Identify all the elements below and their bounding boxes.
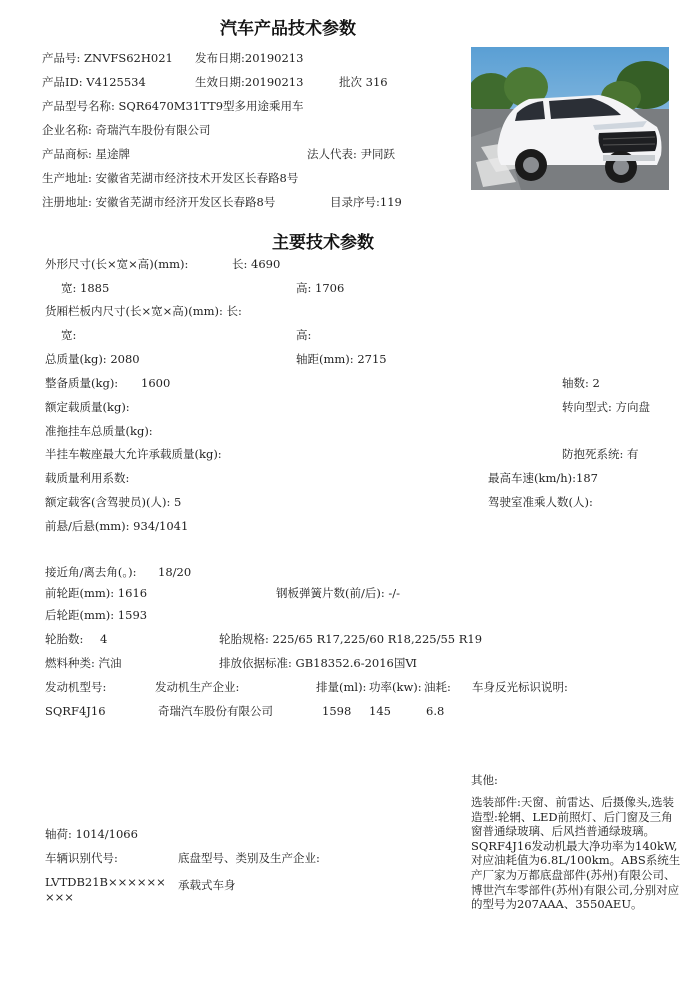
leaf-spring-count: 钢板弹簧片数(前/后): -/- xyxy=(276,586,401,600)
chassis-header: 底盘型号、类别及生产企业: xyxy=(178,851,320,865)
steering-type: 转向型式: 方向盘 xyxy=(562,400,651,414)
displacement-value: 1598 xyxy=(322,704,352,718)
tire-count-label: 轮胎数: xyxy=(45,632,84,646)
rear-track: 后轮距(mm): 1593 xyxy=(45,608,148,622)
axle-load: 轴荷: 1014/1066 xyxy=(45,827,138,841)
fuel-consumption-value: 6.8 xyxy=(426,704,445,718)
release-date: 发布日期:20190213 xyxy=(195,51,304,65)
trailer-total-mass: 准拖挂车总质量(kg): xyxy=(45,424,153,438)
vehicle-photo xyxy=(471,47,669,190)
engine-maker-value: 奇瑞汽车股份有限公司 xyxy=(158,704,273,718)
product-id: 产品ID: V4125534 xyxy=(42,75,146,89)
power-value: 145 xyxy=(369,704,391,718)
tire-spec: 轮胎规格: 225/65 R17,225/60 R18,225/55 R19 xyxy=(219,632,483,646)
vin-header: 车辆识别代号: xyxy=(45,851,118,865)
power-header: 功率(kw): xyxy=(369,680,422,694)
legal-representative: 法人代表: 尹同跃 xyxy=(307,147,396,161)
other-notes: 选装部件:天窗、前雷达、后摄像头,选装造型:轮辋、LED前照灯、后门窗及三角窗普通绿玻璃、后风挡普通绿玻璃。SQRF4J16发动机最大净功率为140kW,对应油耗值为6.8L/100km。ABS系统生产厂家为万都底盘部件(苏州)有限公司、博世汽车零部件(苏州)有限公司,分别对应的型号为207AAA、3550AEU。 xyxy=(471,795,681,912)
other-label: 其他: xyxy=(471,773,498,787)
effective-date: 生效日期:20190213 xyxy=(195,75,304,89)
registered-address: 注册地址: 安徽省芜湖市经济开发区长春路8号 xyxy=(42,195,276,209)
engine-maker-header: 发动机生产企业: xyxy=(155,680,240,694)
reflective-marking-header: 车身反光标识说明: xyxy=(472,680,568,694)
catalog-number: 目录序号:119 xyxy=(330,195,402,209)
overall-dimensions-label: 外形尺寸(长×宽×高)(mm): xyxy=(45,257,189,271)
product-code: 产品号: ZNVFS62H021 xyxy=(42,51,173,65)
rated-load-mass: 额定载质量(kg): xyxy=(45,400,130,414)
total-mass: 总质量(kg): 2080 xyxy=(45,352,140,366)
curb-mass-label: 整备质量(kg): xyxy=(45,376,119,390)
max-speed: 最高车速(km/h):187 xyxy=(488,471,598,485)
batch: 批次 316 xyxy=(339,75,388,89)
displacement-header: 排量(ml): xyxy=(316,680,367,694)
production-address: 生产地址: 安徽省芜湖市经济技术开发区长春路8号 xyxy=(42,171,299,185)
front-track: 前轮距(mm): 1616 xyxy=(45,586,148,600)
approach-departure-angle-label: 接近角/离去角(。): xyxy=(45,565,137,579)
fuel-consumption-header: 油耗: xyxy=(424,680,451,694)
axle-count: 轴数: 2 xyxy=(562,376,600,390)
overall-height: 高: 1706 xyxy=(296,281,345,295)
approach-departure-angle-value: 18/20 xyxy=(158,565,192,579)
engine-model-value: SQRF4J16 xyxy=(45,704,106,718)
white-suv-photo-icon xyxy=(471,47,669,190)
page-title: 汽车产品技术参数 xyxy=(220,19,356,39)
abs-system: 防抱死系统: 有 xyxy=(562,447,639,461)
tire-count-value: 4 xyxy=(100,632,108,646)
overall-length: 长: 4690 xyxy=(232,257,281,271)
vin-value-continued: ××× xyxy=(45,890,74,904)
rated-passengers: 额定载客(含驾驶员)(人): 5 xyxy=(45,495,182,509)
product-model: 产品型号名称: SQR6470M31TT9型多用途乘用车 xyxy=(42,99,304,113)
product-brand: 产品商标: 星途牌 xyxy=(42,147,131,161)
load-utilization-coefficient: 载质量利用系数: xyxy=(45,471,130,485)
engine-model-header: 发动机型号: xyxy=(45,680,107,694)
overall-width: 宽: 1885 xyxy=(61,281,110,295)
wheelbase: 轴距(mm): 2715 xyxy=(296,352,387,366)
cargo-height: 高: xyxy=(296,328,312,342)
semi-trailer-saddle-mass: 半挂车鞍座最大允许承载质量(kg): xyxy=(45,447,222,461)
cargo-width: 宽: xyxy=(61,328,77,342)
section-title-main-params: 主要技术参数 xyxy=(272,233,374,253)
company-name: 企业名称: 奇瑞汽车股份有限公司 xyxy=(42,123,211,137)
cab-passengers: 驾驶室准乘人数(人): xyxy=(488,495,593,509)
chassis-value: 承载式车身 xyxy=(178,878,236,892)
cargo-dimensions-label: 货厢栏板内尺寸(长×宽×高)(mm): 长: xyxy=(45,304,242,318)
vin-value: LVTDB21B×××××× xyxy=(45,875,166,889)
curb-mass-value: 1600 xyxy=(141,376,171,390)
front-rear-overhang: 前悬/后悬(mm): 934/1041 xyxy=(45,519,189,533)
fuel-type: 燃料种类: 汽油 xyxy=(45,656,122,670)
emission-standard: 排放依据标准: GB18352.6-2016国Ⅵ xyxy=(219,656,417,670)
